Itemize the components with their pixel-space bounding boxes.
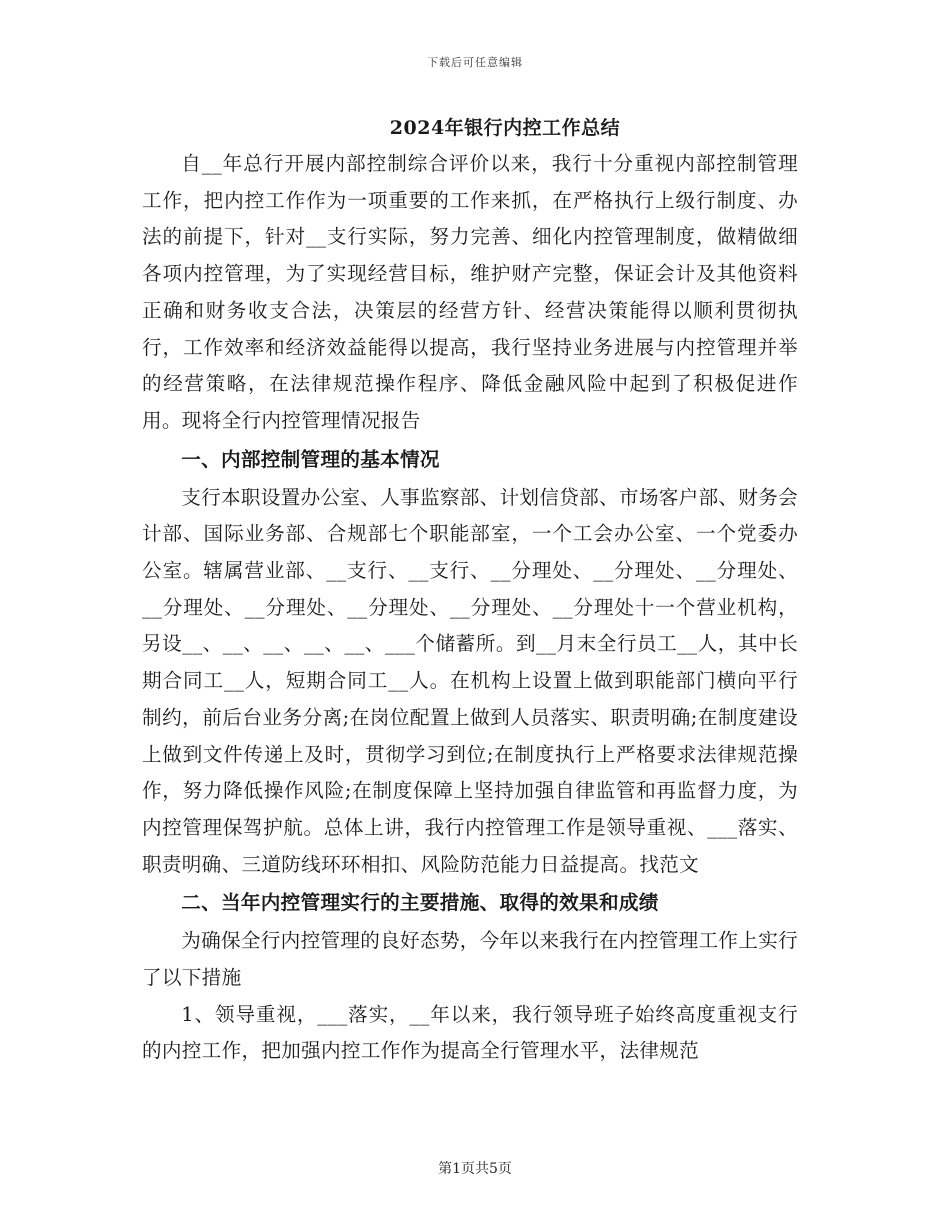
document-body	[142, 112, 798, 1070]
measure-item-1: 1、领导重视，___落实，__年以来，我行领导班子始终高度重视支行的内控工作，把加强内控工作作为提高全行管理水平，法律规范	[142, 1002, 798, 1063]
document-title: 2024年银行内控工作总结	[389, 117, 621, 139]
intro-paragraph: 自__年总行开展内部控制综合评价以来，我行十分重视内部控制管理工作，把内控工作作为一项重要的工作来抓，在严格执行上级行制度、办法的前提下，针对__支行实际，努力完善、细化内控管理制度，做精做细各项内控管理，为了实现经营目标，维护财产完整，保证会计及其他资料正确和财务收支合法，决策层的经营方针、经营决策能得以顺利贯彻执行，工作效率和经济效益能得以提高，我行坚持业务进展与内控管理并举的经营策略，在法律规范操作程序、降低金融风险中起到了积极促进作用。现将全行内控管理情况报告	[142, 152, 798, 432]
header-note: 下载后可任意编辑	[427, 56, 523, 69]
section1-paragraph: 支行本职设置办公室、人事监察部、计划信贷部、市场客户部、财务会计部、国际业务部、合规部七个职能部室，一个工会办公室、一个党委办公室。辖属营业部、__支行、__支行、__分理处、__分理处、__分理处、__分理处、__分理处、__分理处、__分理处、__分理处十一个营业机构，另设__、__、__、__、__、___个储蓄所。到__月末全行员工__人，其中长期合同工__人，短期合同工__人。在机构上设置上做到职能部门横向平行制约，前后台业务分离;在岗位配置上做到人员落实、职责明确;在制度建设上做到文件传递上及时，贯彻学习到位;在制度执行上严格要求法律规范操作，努力降低操作风险;在制度保障上坚持加强自律监管和再监督力度，为内控管理保驾护航。总体上讲，我行内控管理工作是领导重视、___落实、职责明确、三道防线环环相扣、风险防范能力日益提高。找范文	[142, 485, 798, 876]
section-heading-1: 一、内部控制管理的基本情况	[181, 447, 440, 471]
section2-intro-paragraph: 为确保全行内控管理的良好态势，今年以来我行在内控管理工作上实行了以下措施	[142, 929, 798, 990]
section-heading-2: 二、当年内控管理实行的主要措施、取得的效果和成绩	[181, 891, 659, 915]
page-number: 第1页共5页	[438, 1161, 512, 1177]
